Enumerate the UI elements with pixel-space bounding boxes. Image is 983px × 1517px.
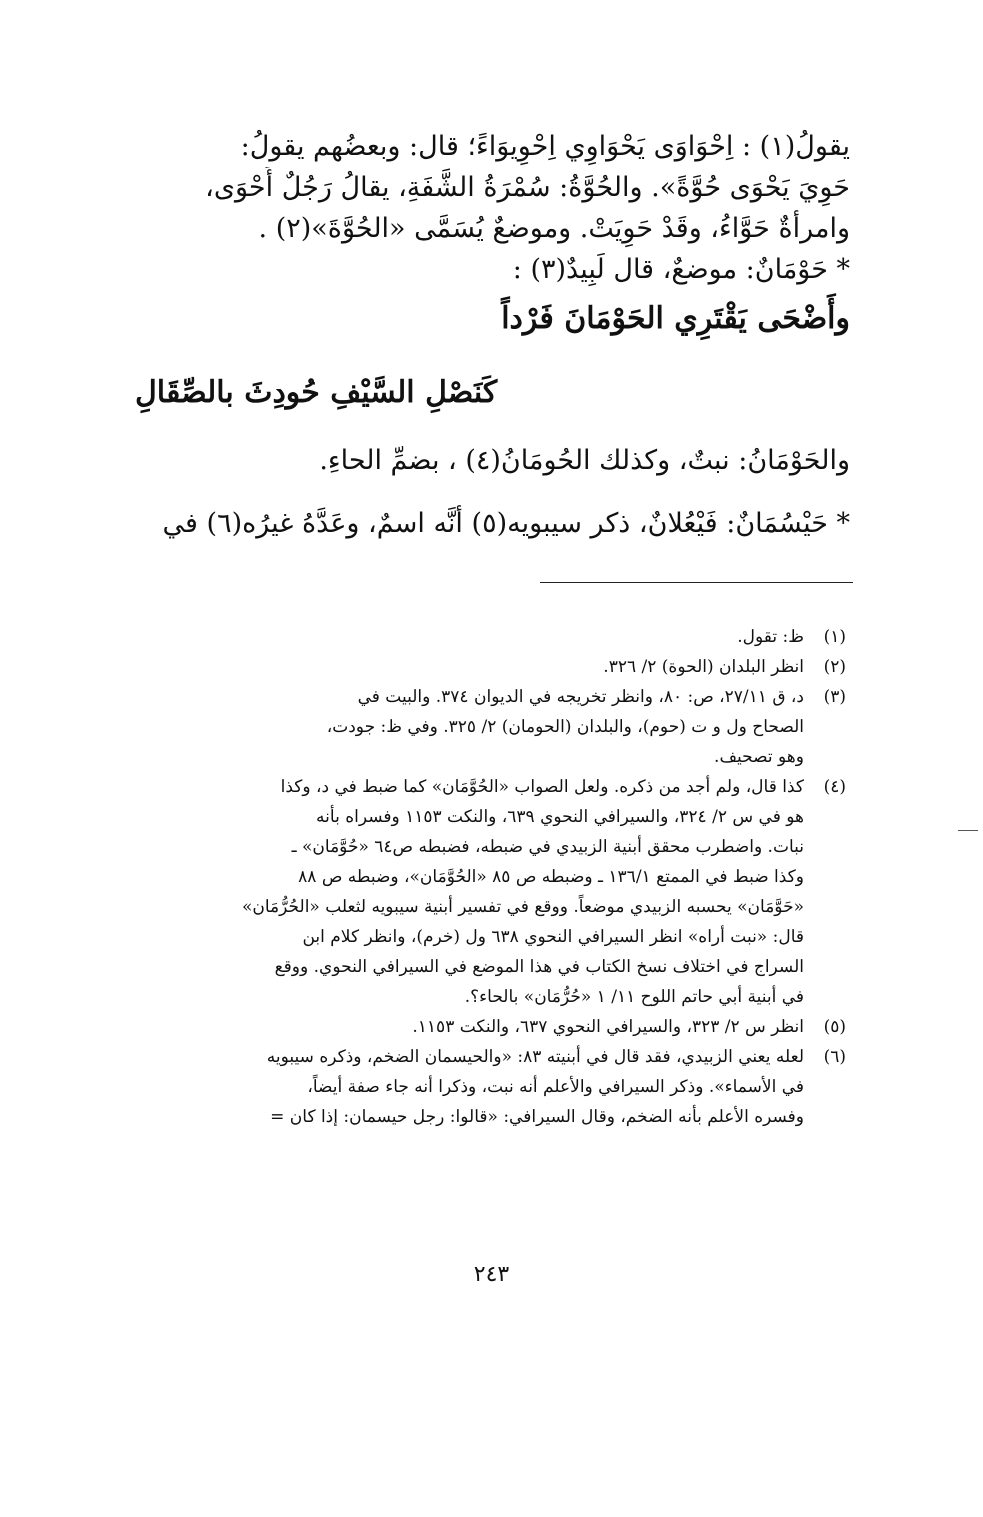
margin-mark <box>958 830 978 831</box>
verse-first-hemistich: وأَضْحَى يَقْتَرِي الحَوْمَانَ فَرْداً <box>501 301 850 336</box>
footnotes <box>140 622 846 1132</box>
footnote-line: وكذا ضبط في الممتع ١٣٦/١ ـ وضبطه ص ٨٥ «الحُوَّمَان»، وضبطه ص ٨٨ <box>298 867 804 887</box>
footnote-separator <box>540 582 853 583</box>
footnote-number: (٦) <box>823 1047 846 1067</box>
footnote-line: د، ق ٢٧/١١، ص: ٨٠، وانظر تخريجه في الديوان ٣٧٤. والبيت في <box>357 687 804 707</box>
main-paragraph-2 <box>135 440 850 481</box>
footnote-line: وهو تصحيف. <box>714 747 804 767</box>
footnote-line: في الأسماء». وذكر السيرافي والأعلم أنه نبت، وذكرا أنه جاء صفة أيضاً، <box>307 1077 804 1097</box>
main-text <box>135 126 850 544</box>
footnote-text <box>140 682 804 772</box>
footnote-line: انظر س ٢/ ٣٢٣، والسيرافي النحوي ٦٣٧، والنكت ١١٥٣. <box>412 1017 804 1037</box>
footnote-line: كذا قال، ولم أجد من ذكره. ولعل الصواب «الحُوَّمَان» كما ضبط في د، وكذا <box>280 777 804 797</box>
main-line: يقولُ(١) : اِحْوَاوَى يَحْوَاوِي اِحْوِيوَاءً؛ قال: وبعضُهم يقولُ: <box>240 131 850 162</box>
main-line: * حَيْسُمَانٌ: فَيْعُلانٌ، ذكر سيبويه(٥) أنَّه اسمٌ، وعَدَّهُ غيرُه(٦) في <box>162 508 850 539</box>
footnote-text <box>140 1012 804 1042</box>
footnote-line: نبات. واضطرب محقق أبنية الزبيدي في ضبطه، فضبطه ص٦٤ «حُوَّمَان» ـ <box>291 837 804 857</box>
main-line: * حَوْمَانٌ: موضعٌ، قال لَبِيدٌ(٣) : <box>512 254 850 285</box>
footnote-text <box>140 1042 804 1132</box>
footnote-line: قال: «نبت أراه» انظر السيرافي النحوي ٦٣٨ ول (خرم)، وانظر كلام ابن <box>302 927 804 947</box>
footnote-line: «حَوَّمَان» يحسبه الزبيدي موضعاً. ووقع في تفسير أبنية سيبويه لثعلب «الحُرُّمَان» <box>241 897 804 917</box>
footnote-text <box>140 772 804 1012</box>
verse-second-hemistich: كَنَصْلِ السَّيْفِ حُودِثَ بالصِّقَالِ <box>135 375 498 410</box>
footnote-line: السراج في اختلاف نسخ الكتاب في هذا الموضع في السيرافي النحوي. ووقع <box>274 957 804 977</box>
footnote-line: وفسره الأعلم بأنه الضخم، وقال السيرافي: «قالوا: رجل حيسمان: إذا كان = <box>270 1107 804 1127</box>
main-paragraph-3 <box>135 503 850 544</box>
footnote-3 <box>140 682 846 772</box>
footnote-line: في أبنية أبي حاتم اللوح ١١/ ١ «حُرُّمَان» بالحاء؟. <box>464 987 804 1007</box>
footnote-number: (٢) <box>823 657 846 677</box>
footnote-line: هو في س ٢/ ٣٢٤، والسيرافي النحوي ٦٣٩، والنكت ١١٥٣ وفسراه بأنه <box>316 807 804 827</box>
footnote-number: (٣) <box>823 687 846 707</box>
footnote-4 <box>140 772 846 1012</box>
footnote-text <box>140 622 804 652</box>
footnote-5 <box>140 1012 846 1042</box>
footnote-number: (٤) <box>823 777 846 797</box>
main-line: حَوِيَ يَحْوَى حُوَّةً». والحُوَّةُ: سُمْرَةُ الشَّفَةِ، يقالُ رَجُلٌ أَحْوَى، <box>205 172 850 203</box>
footnote-6 <box>140 1042 846 1132</box>
footnote-line: انظر البلدان (الحوة) ٢/ ٣٢٦. <box>603 657 804 677</box>
footnote-2 <box>140 652 846 682</box>
page-number: ٢٤٣ <box>473 1262 510 1287</box>
footnote-line: ظ: تقول. <box>737 627 804 647</box>
main-paragraph-1 <box>135 126 850 290</box>
main-line: والحَوْمَانُ: نبتٌ، وكذلك الحُومَانُ(٤) ، بضمِّ الحاءِ. <box>319 445 850 476</box>
main-line: وامرأةٌ حَوَّاءُ، وقَدْ حَوِيَتْ. وموضعٌ يُسَمَّى «الحُوَّةَ»(٢) . <box>258 213 850 244</box>
footnote-line: الصحاح ول و ت (حوم)، والبلدان (الحومان) ٢/ ٣٢٥. وفي ظ: جودت، <box>326 717 804 737</box>
footnote-line: لعله يعني الزبيدي، فقد قال في أبنيته ٨٣: «والحيسمان الضخم، وذكره سيبويه <box>266 1047 804 1067</box>
footnote-number: (١) <box>823 627 846 647</box>
footnote-1 <box>140 622 846 652</box>
footnote-number: (٥) <box>823 1017 846 1037</box>
footnote-text <box>140 652 804 682</box>
